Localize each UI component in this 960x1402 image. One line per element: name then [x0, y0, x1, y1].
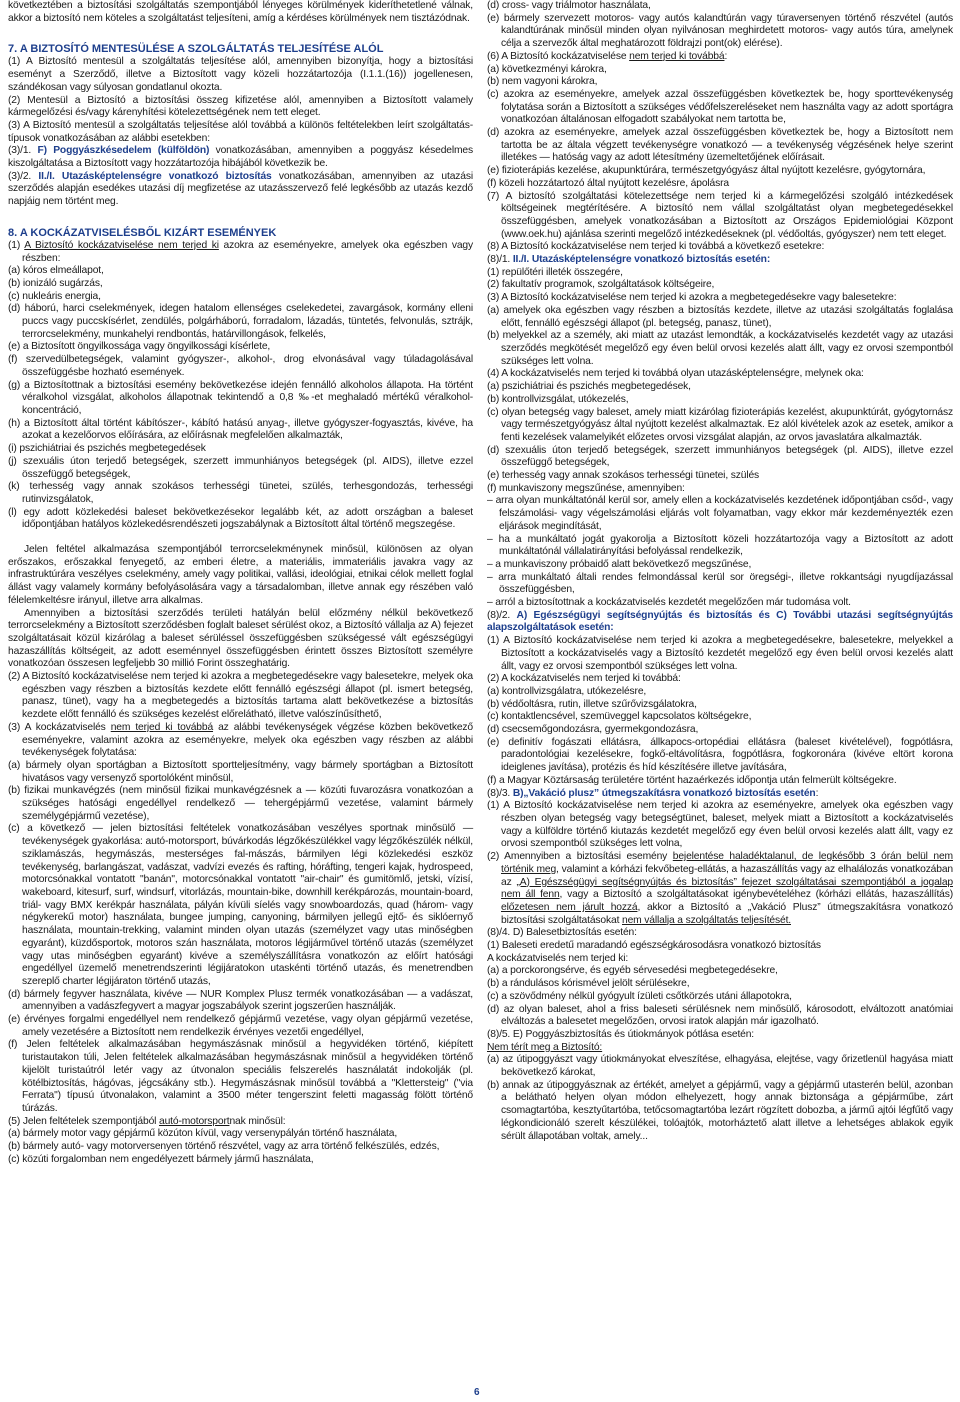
terror-coverage: Amennyiben a biztosítási szerződés területi hatályán belül előzmény nélkül bekövetkező terrorcselekmény a Biztosított szerződésben foglalt baleset sérülést okoz, a Biztosító vállalja az A) fejezet szolgáltatásait közül kizárólag a baleset sérüléssel összefüggésben szükségessé vált egészségügyi hazaszállítás költségeit, az adott eseménnyel összefüggésben érintett összes Biztosított személyre vonatkozóan összesen legfeljebb 30 millió Forint összeghatárig. — [8, 607, 473, 670]
clause-text: vonatkozásában, amennyiben az utazási szerződés alapján esedékes utazási díj megfizetése az utazásszervező felé legkésőbb az utazás kezdő napjáig nem történt meg. — [8, 170, 474, 208]
list-item: (d) az olyan baleset, ahol a friss baleseti sérülésnek nem minősülő, károsodott, elváltozott anatómiai elváltozás a balesetet megelőzően, orvosi iratok alapján már igazolható. — [487, 1003, 953, 1028]
list-item: (g) a Biztosítottnak a biztosítási esemény bekövetkezése idején fennálló alkoholos állapota. Ha történt véralkohol vizsgálat, alkoholos állapotnak tekintendő a 0,8 ‰-et meghaladó mértékű véralkohol-koncentráció, — [8, 379, 473, 416]
list-item: (e) terhesség vagy annak szokásos terhességi tünetei, szülés — [487, 470, 760, 482]
list-item: (d) háború, harci cselekmények, idegen hatalom ellenséges cselekedetei, zavargások, kormány elleni puccs vagy puccskísérlet, zendülés, polgárháború, forradalom, lázadás, tüntetés, felvonulás, sztrájk, terrorcselekmény, munkahelyi rendbontás, határvillongások, felkelés, — [8, 303, 473, 340]
section-8-para-1 — [8, 240, 473, 265]
underlined-text: autó-motorsport — [159, 1115, 230, 1127]
list-item: (e) definitív fogászati ellátásra, állkapocs-ortopédiai ellátásra (baleset kivételével), fogpótlásra, paradontológiai kezelésekre, fogkő-eltávolításra, fogpótlásra, fogkoronára (kivéve eltört korona ideiglenes javítása), protézis és híd készítésére illetve javítására, — [487, 736, 953, 774]
list-item: (a) kontrollvizsgálatra, utókezelésre, — [487, 685, 647, 697]
dash-item: – a munkaviszony próbaidő alatt bekövetkező megszűnése, — [487, 558, 752, 570]
page-number: 6 — [474, 1387, 480, 1398]
list-item: (l) egy adott közlekedési baleset bekövetkezésekor legalább két, az adott országban a baleset időpontjában hatályos közlekedésrendészeti jogszabálynak a Biztosított által történő megszegése. — [8, 506, 473, 531]
list-item: (c) kontaktlencsével, szemüveggel kapcsolatos költségekre, — [487, 711, 752, 723]
subsection-8-4-heading: (8)/4. D) Balesetbiztosítás esetén: — [487, 927, 637, 939]
subsection-8-1-heading — [487, 254, 953, 267]
list-item: (c) nukleáris energia, — [8, 290, 101, 302]
section-8-para-7: (7) A biztosító szolgáltatási kötelezettsége nem terjed ki a kármegelőzési szolgáló intézkedések költségeinek megtérítésére. A biztosító nem vállal szolgáltatást olyan megbetegedésekkel összefüggésben, amelyek vonatkozásában a Biztosított az Országos Epidemiológiai Központ (www.oek.hu) ajánlása szerinti megelőző intézkedéseknek (pl. védőoltás, gyógyszer) nem tett eleget. — [487, 190, 953, 240]
list-item: (b) védőoltásra, rutin, illetve szűrővizsgálatokra, — [487, 698, 697, 710]
underlined-text: „A) Egészségügyi segítségnyújtás és biztosítás” fejezet szolgáltatásai szempontjából a jogalap nem áll fenn — [501, 876, 953, 901]
clause-number: (3) A kockázatviselés — [8, 721, 111, 733]
underlined-text: előzetesen nem járult hozzá — [501, 901, 638, 913]
list-item: (1) A Biztosító kockázatviselése nem terjed ki azokra az eseményekre, amelyek oka egészben vagy részben olyan betegség vagy betegségtünet, baleset, melyek miatt a Biztosított a kockázatviselés vagy a külföldre történő kiutazás kezdetét megelőző egy éven belül orvosi kezelés alatt állt, vagy ez orvosi szempontból szükséges lett volna, — [487, 800, 953, 850]
clause-text: (2) Amennyiben a biztosítási esemény — [487, 851, 673, 863]
list-item: (2) A kockázatviselés nem terjed ki továbbá: — [487, 673, 681, 685]
list-item: (c) a szövődmény nélkül gyógyult ízületi csőtkörzés utáni állapotokra, — [487, 990, 792, 1002]
list-item: (b) ionizáló sugárzás, — [8, 277, 103, 289]
clause-number: (1) — [8, 239, 25, 251]
dash-item: – arról a biztosítottnak a kockázatviselés kezdetét megelőzően már tudomása volt. — [487, 597, 851, 609]
section-7-para-1: (1) A Biztosító mentesül a szolgáltatás teljesítése alól, amennyiben bizonyítja, hogy a biztosítási eseményt a Szerződő, illetve a Biztosított vagy közeli hozzátartozója (I.1.1.(16)) jogellenesen, szándékosan vagy súlyosan gondatlanul okozta. — [8, 56, 473, 93]
list-item: (f) a Magyar Köztársaság területére történt hazaérkezés időpontja után felmerült költségekre. — [487, 774, 897, 786]
list-item: (4) A kockázatviselés nem terjed ki továbbá olyan utazásképtelenségre, melynek oka: — [487, 368, 864, 380]
clause-text: , vagy a Biztosító a szolgáltatásokat igénybevételéhez (kórházi ellátás, hazaszállítás) — [559, 889, 954, 901]
list-item: (c) azokra az eseményekre, amelyek azzal összefüggésben következtek be, hogy sporttevékenység folytatása során a Biztosított a szükséges védőfelszereléseket nem használta vagy az adott sportágra vonatkozóan általánosan elfogadott szabályokat nem tartotta be, — [487, 88, 953, 126]
section-8-para-5 — [8, 1116, 473, 1129]
list-item: (a) az útipoggyászt vagy útiokmányokat elveszítése, elhagyása, elejtése, vagy őrizetlenül hagyása miatt bekövetkező károkat, — [487, 1054, 953, 1079]
list-item: (a) bármely olyan sportágban a Biztosított sportteljesítmény, vagy bármely sportágban a Biztosított hivatásos vagy versenyző sportolóként minősül, — [8, 759, 473, 784]
section-8-para-3 — [8, 722, 473, 760]
list-item: (a) a porckorongsérve, és egyéb sérvesedési megbetegedésekre, — [487, 965, 778, 977]
list-item: (i) pszichiátriai és pszichés megbetegedések — [8, 443, 206, 455]
list-item: (b) a rándulásos kórismével jelölt sérülésekre, — [487, 978, 690, 990]
clause-title: F) Poggyászkésedelem (külföldön) — [37, 145, 210, 157]
clause-title: A) Egészségügyi segítségnyújtás és biztosítás és C) További utazási segítségnyújtás alapszolgáltatások esetén: — [487, 609, 954, 634]
list-item: (2) fakultatív programok, szolgáltatások költségeire, — [487, 279, 715, 291]
clause-title: II./I. Utazásképtelenségre vonatkozó biztosítás — [38, 170, 272, 182]
list-item: (c) a következő — jelen biztosítási feltételek vonatkozásában veszélyes sportnak minősülő — tevékenységek gyakorlása: autó-motorsport, búvárkodás légzőkészülékkel vagy légzőkészülék nélkül, sziklamászás, hegymászás, mesterséges fal-mászás, bármilyen légi közlekedési eszköz tevékenység, barlangászat, vadászat, vadvízi evezés és rafting, hóráfting, tengeri kajak, hydrospeed, motorcsónakkal vontatott "banán", motorcsónakkal vontatott "air-chair" és gumitömlő, jetski, vízisí, wakeboard, kitesurf, surf, windsurf, vitorlázás, mountain-bike, downhill kerékpározás, mountain-board, triál- vagy BMX kerékpár használata, pályán kívüli síelés vagy snowboardozás, quad (három- vagy négykerekű motor) használata, bungee jumping, canyoning, bármilyen jellegű ejtő- és siklóernyő használata, mountain-trekking, valamint minden olyan utazás (személyzet vagy utas minőségben egyaránt), küzdősportok, motoros szán használata, motoros légijárművel történő utazás (személyzet vagy utas minőségben egyaránt) kivéve a személyszállításra vonatkozón az előírt hatósági engedéllyel üzemelő menetrendszerinti légijáratokon utaskénti történő utazás, és menetrendben szereplő charter légijáraton történő utazás, — [8, 823, 473, 987]
terror-definition: Jelen feltétel alkalmazása szempontjából terrorcselekménynek minősül, különösen az olyan erőszakos, erőszakkal fenyegető, az emberi életre, a materiális, immateriális javakra vagy az infrastruktúrára veszélyes cselekmény, amely vagy politikai, vallási, ideológiai, etnikai célok mellett foglal állást vagy valamely kormány befolyásolására vagy a társadalomban, illetve annak egy részében való félelemkeltésre irányul, illetve arra alkalmas. — [8, 544, 473, 606]
list-item: (e) bármely szervezett motoros- vagy autós kalandtúrán vagy túraversenyen történő részvétel (autós kalandtúrának minősül minden olyan nyilvánosan meghirdetett motoros- vagy autós túra, amelynek célja a szervezők által meghatározott földrajzi pont(ok) elérése). — [487, 12, 953, 50]
clause-text: az alábbi tevékenységek végzése közben bekövetkező eseményekre, valamint azokra az eseményekre, melyek oka egészben vagy részben az alábbi tevékenységek folytatása: — [22, 721, 473, 759]
list-item: (e) érvényes forgalmi engedéllyel nem rendelkező gépjármű vezetése, vagy olyan gépjármű vezetése, amely vezetésére a Biztosított nem rendelkezik érvényes vezetői engedéllyel, — [8, 1014, 473, 1038]
list-item: (d) csecsemőgondozásra, gyermekgondozásra, — [487, 724, 699, 736]
clause-title: II./I. Utazásképtelenségre vonatkozó biztosítás esetén: — [512, 254, 771, 266]
section-8-para-8: (8) A Biztosító kockázatviselése nem terjed ki továbbá a következő esetekre: — [487, 241, 825, 253]
dash-item: – ha a munkáltató jogát gyakorolja a Biztosított közeli hozzátartozója vagy a Biztosított az adott munkáltatónál vállalatirányítási befolyással rendelkezik, — [487, 533, 953, 558]
section-8-heading: 8. A KOCKÁZATVISELÉSBŐL KIZÁRT ESEMÉNYEK — [8, 226, 277, 239]
clause-number: (5) Jelen feltételek szempontjából — [8, 1115, 160, 1127]
list-item: (b) annak az útipoggyásznak az értékét, amelyet a gépjármű, vagy a gépjármű utasterén belül, azonban a belátható helyen olyan módon elhelyezett, hogy annak biztonsága a gépjárműbe, zárt csomagtartóba, kesztyűtartóba, tetőcsomagtartóba lezárt rögzített dobozba, a jármű ajtói légfűtő vagy légkondicionáló szerelt készülékei, tolóajtók, motorháztető alatt illetve a lehetséges ablakok egyik sérült állapotában voltak, amely... — [487, 1079, 953, 1142]
clause-text: vonatkozásában, amennyiben a poggyász késedelmes kiszolgáltatása a Biztosított vagy hozzátartozója hibájából következik be. — [8, 145, 473, 170]
clause-title: B)„Vakáció plusz” útmegszakításra vonatkozó biztosítás esetén — [512, 787, 816, 799]
list-item: (e) fizioterápiás kezelése, akupunktúrára, természetgyógyász által nyújtott kezelésre, gyógytornára, — [487, 165, 926, 177]
list-item: (a) kóros elmeállapot, — [8, 265, 104, 277]
list-item: (b) melyekkel az a személy, aki miatt az utazást lemondták, a kockázatviselés kezdetét vagy az utazási szerződés megkötését megelőző egy éven belül orvosi kezelés alatt állt, vagy ez orvosi szempontból szükséges lett volna. — [487, 330, 953, 367]
underlined-text: bejelentése haladéktalanul, de legkésőbb 3 órán belül nem történik meg — [501, 851, 953, 875]
list-item: (a) amelyek oka egészben vagy részben a biztosítás kezdete, illetve az utazási szolgáltatás foglalása előtt, fennálló egészségi állapot (pl. betegség, panasz, tünet), — [487, 304, 953, 329]
list-item: (j) szexuális úton terjedő betegségek, szerzett immunhiányos betegségek (pl. AIDS), illetve ezzel összefüggő betegségek, — [8, 455, 473, 480]
list-item: (k) terhesség vagy annak szokásos terhességi tünetei, szülés, terhesgondozás, terhességi rutinvizsgálatok, — [8, 481, 473, 505]
list-item: (1) A Biztosító kockázatviselése nem terjed ki azokra a megbetegedésekre, balesetekre, melyekkel a Biztosított a kockázatviselés vagy a Biztosító kezdetét megelőző egy éven belül orvosi kezelés alatt állt, vagy ez orvosi szempontból szükséges lett volna. — [487, 635, 953, 672]
list-item: (d) szexuális úton terjedő betegségek, szerzett immunhiányos betegségek (pl. AIDS), illetve ezzel összefüggő betegségek, — [487, 444, 953, 469]
clause-number: (8)/2. — [487, 609, 517, 621]
list-item: (b) fizikai munkavégzés (nem minősül fizikai munkavégzésnek a — közúti fuvarozásra vonatkozóan a szükséges hatósági engedéllyel rendelkező — tehergépjármű vezetése, valamint bármely személygépjármű vezetése), — [8, 785, 473, 822]
clause-text: : — [815, 787, 819, 799]
list-item: (a) bármely motor vagy gépjármű közúton kívül, vagy versenypályán történő használata, — [8, 1128, 398, 1140]
list-item: (f) Jelen feltételek alkalmazásában hegymászásnak minősül a hegyvidéken történő, kiépített turistautakon túli, Jelen feltételek alkalmazásában hegymászásnak minősül a hegyvidéken történő kijelölt turistaútról letér vagy az útvonalon speciális felszerelés használatát indokolják (pl. kötélbiztosítás, hágóvas, jégcsákány stb.). Hegymászásnak minősül továbbá a "Klettersteig" ("via Ferrata") típusú útvonalakon, valamint a 3500 méter tengerszint feletti magasság fölött történő túrázás. — [8, 1039, 473, 1114]
list-item: (c) olyan betegség vagy baleset, amely miatt kizárólag fizioterápiás kezelést, akupunktúrát, gyógytornász vagy természetgyógyász által nyújtott kezelést alkalmaztak. Ez alól kivételek azok az esetek, amikor a fenti kezelések valamelyikét előzetes orvosi vizsgálat alapján, az orvos javaslatára alkalmazták. — [487, 406, 953, 443]
subsection-8-5-heading: (8)/5. E) Poggyászbiztosítás és útiokmányok pótlása esetén: — [487, 1028, 755, 1040]
dash-item: – arra munkáltató általi rendes felmondással kerül sor öregségi-, illetve rokkantsági nyugdíjazással összefüggésben, — [487, 571, 953, 596]
section-7-para-3-2 — [8, 171, 473, 209]
list-item: (1) Baleseti eredetű maradandó egészségkárosodásra vonatkozó biztosítás — [487, 940, 821, 952]
clause-text: : — [724, 50, 728, 62]
list-item: (b) kontrollvizsgálat, utókezelés, — [487, 393, 629, 405]
list-item: (1) repülőtéri illeték összegére, — [487, 266, 623, 278]
dash-item: – arra olyan munkáltatónál kerül sor, amely ellen a kockázatviselés kezdetének időpontjában csőd-, vagy felszámolási- vagy végelszámolási eljárás volt folyamatban, vagy ekkor már kezdeményezték ezen eljárások megindítását, — [487, 495, 953, 532]
list-item: (f) munkaviszony megszűnése, amennyiben: — [487, 482, 685, 494]
list-item: (a) következményi károkra, — [487, 63, 607, 75]
underlined-text: A Biztosító kockázatviselése nem terjed ki — [24, 239, 219, 251]
section-7-para-3-1 — [8, 145, 473, 170]
subsection-8-3-heading — [487, 788, 953, 801]
list-item: (f) szervedülbetegségek, valamint gyógyszer-, alkohol-, drog elvonásával vagy túladagolásával összefüggésbe hozható események. — [8, 354, 473, 378]
intro-paragraph: következtében a biztosítási szolgáltatás szempontjából lényeges körülmények kideríthetetlené válnak, akkor a biztosító nem köteles a szolgáltatást teljesíteni, amíg a kérdéses körülmények nem tisztázódnak. — [8, 0, 473, 24]
left-column — [8, 0, 473, 1166]
section-7-para-2: (2) Mentesül a Biztosító a biztosítási összeg kifizetése alól, amennyiben a Biztosított valamely kármegelőzési és/vagy kárenyhítési kötelezettségének nem tett eleget. — [8, 94, 473, 119]
clause-text: nak minősül: — [229, 1115, 286, 1127]
section-8-para-6 — [487, 51, 953, 64]
list-item: (e) a Biztosított öngyilkossága vagy öngyilkossági kísérlete, — [8, 341, 271, 353]
clause-number: (8)/1. — [487, 254, 513, 266]
clause-text: , valamint a kórházi fekvőbeteg-ellátás, a hazaszállítás vagy az elhalálozás vonatkozában az — [501, 863, 953, 888]
clause-number: (8)/3. — [487, 787, 513, 799]
section-8-para-2: (2) A Biztosító kockázatviselése nem terjed ki azokra a megbetegedésekre vagy balesetekre, melyek oka egészben vagy részben a biztosítás kezdete előtt fennálló egészségi állapot (pl. ismert betegség, panasz, tünet), vagy ha a megbetegedés a biztosítás tartama alatt bekövetkezése a biztosítás kezdete előtt fennálló és szükséges kezelést előrelátható, illetve valószínűsíthető, — [8, 671, 473, 721]
underlined-text: nem vállalja a szolgáltatás teljesítését. — [622, 914, 791, 926]
list-item: (c) közúti forgalomban nem engedélyezett bármely jármű használata, — [8, 1153, 314, 1165]
list-item: (d) azokra az eseményekre, amelyek azzal összefüggésben következtek be, hogy a Biztosított nem tartotta be az általa végzett tevékenységre vonatkozó — a tevékenység végzésének helye szerint illetékes — hatóság vagy az adott létesítmény üzemeltetőjének előírásait. — [487, 127, 953, 164]
list-item: (f) közeli hozzátartozó által nyújtott kezelésre, ápolásra — [487, 177, 729, 189]
section-7-para-3: (3) A Biztosító mentesül a szolgáltatás teljesítése alól továbbá a különös feltételekben leírt szolgáltatás-típusok vonatkozásában az alábbi esetekben: — [8, 119, 473, 144]
clause-text: , akkor a Biztosító a „Vakáció Plusz” útmegszakításra vonatkozó biztosítási szolgáltatásokat — [501, 901, 953, 926]
list-item: (d) cross- vagy triálmotor használata, — [487, 0, 651, 11]
section-7-heading: 7. A BIZTOSÍTÓ MENTESÜLÉSE A SZOLGÁLTATÁS TELJESÍTÉSE ALÓL — [8, 43, 384, 56]
clause-number: (3)/2. — [8, 170, 39, 182]
list-item: (3) A Biztosító kockázatviselése nem terjed ki azokra a megbetegedésekre vagy balesetekre: — [487, 292, 897, 304]
list-item: (b) nem vagyoni károkra, — [487, 76, 598, 88]
clause-text: azokra az eseményekre, amelyek oka egészben vagy részben: — [22, 239, 474, 264]
subsection-8-5-subheading: Nem térít meg a Biztosító: — [487, 1041, 603, 1053]
subsection-8-2-heading — [487, 610, 953, 635]
list-item: (d) bármely fegyver használata, kivéve — NUR Komplex Plusz termék vonatkozásában — a vadászat, amennyiben a vadászfegyvert a magyar jogszabályok szerint jogszerűen használják. — [8, 988, 473, 1013]
list-item: (b) bármely autó- vagy motorversenyen történő részvétel, vagy az arra történő felkészülés, edzés, — [8, 1141, 440, 1153]
underlined-text: nem terjed ki továbbá — [110, 721, 214, 733]
clause-number: (3)/1. — [8, 145, 38, 157]
right-column — [487, 0, 953, 1143]
list-item: (h) a Biztosított által történt kábítószer-, kábító hatású anyag-, illetve gyógyszer-fogyasztás, kivéve, ha azokat a kezelőorvos előírására, az előírásnak megfelelően alkalmazták, — [8, 417, 473, 442]
underlined-text: nem terjed ki továbbá — [629, 50, 725, 62]
list-item: A kockázatviselés nem terjed ki: — [487, 952, 629, 964]
list-item: (a) pszichiátriai és pszichés megbetegedések, — [487, 381, 691, 393]
subsection-8-3-para-2 — [487, 851, 953, 927]
clause-number: (6) A Biztosító kockázatviselése — [487, 50, 630, 62]
